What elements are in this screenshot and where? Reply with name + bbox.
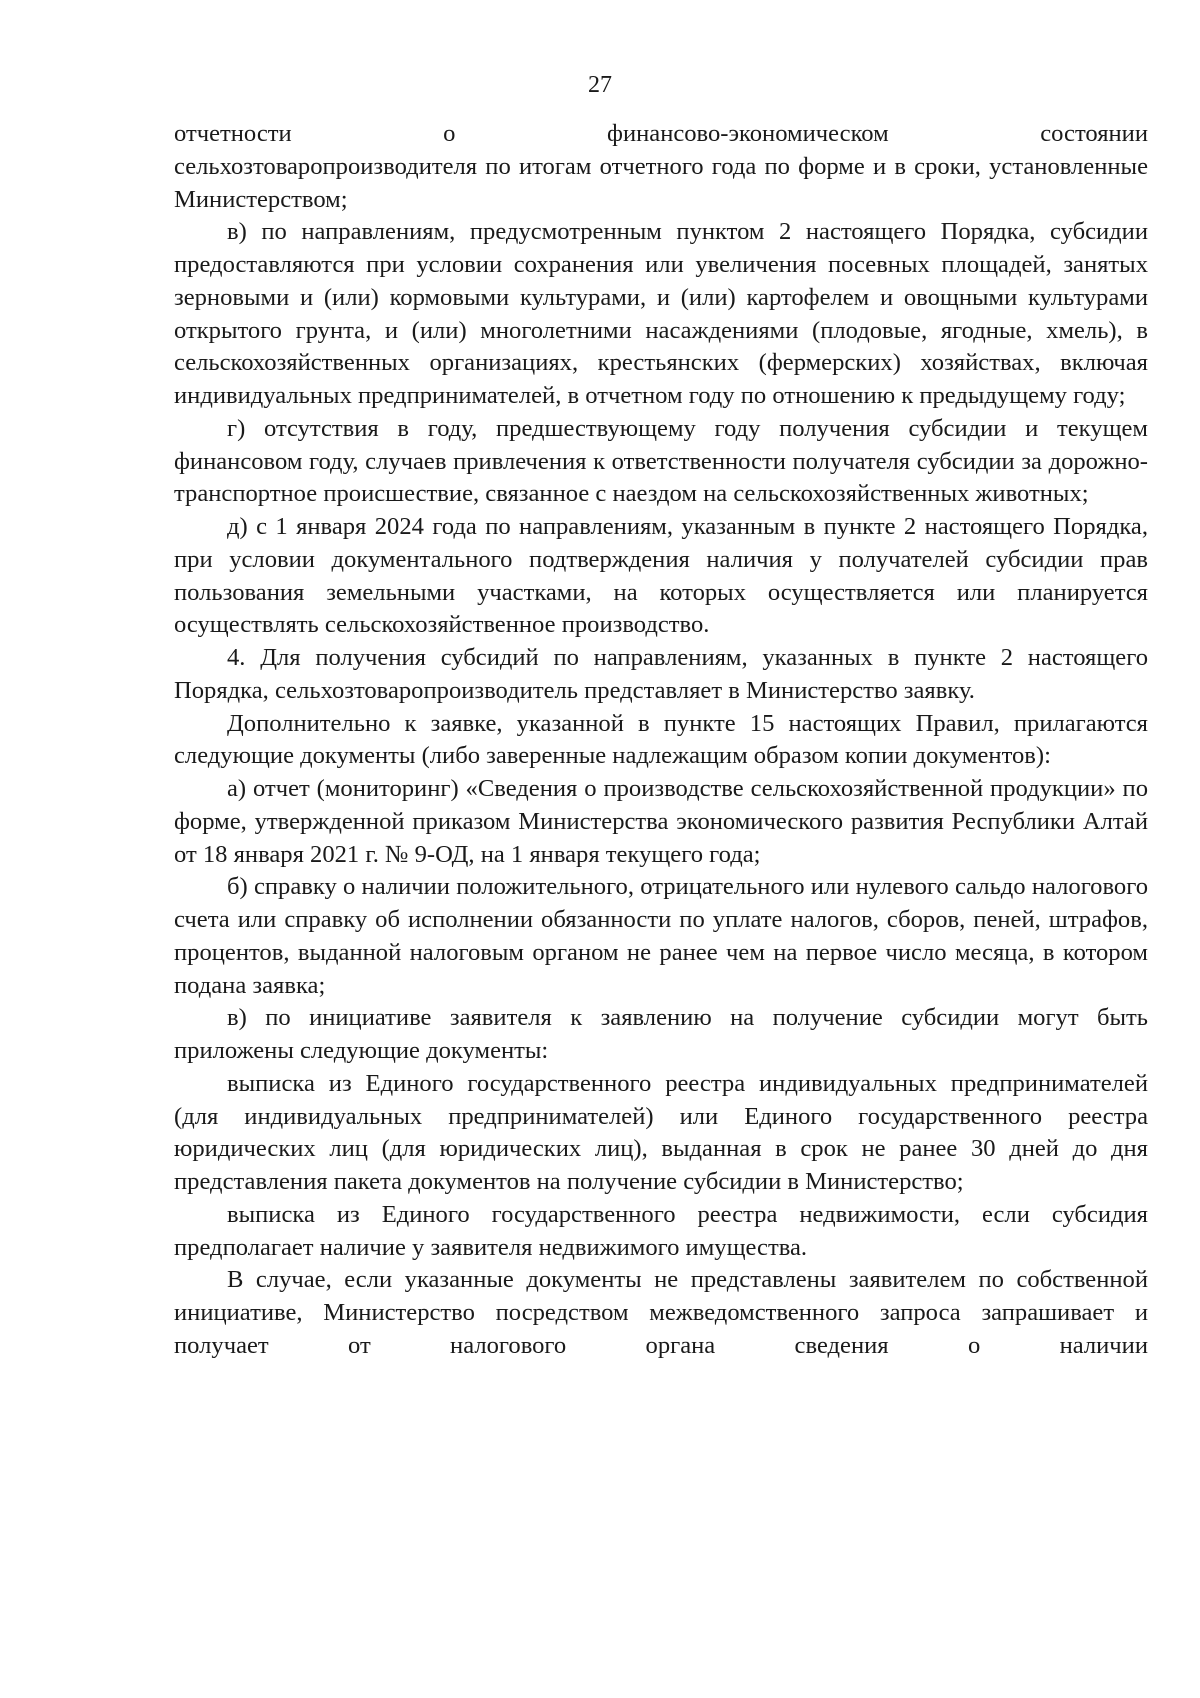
paragraph-section-4: 4. Для получения субсидий по направлениям, указанных в пункте 2 настоящего Порядка, сельхозтоваропроизводитель представляет в Министерство заявку. xyxy=(174,644,1148,704)
paragraph-extract-egrn: выписка из Единого государственного реестра недвижимости, если субсидия предполагает наличие у заявителя недвижимого имущества. xyxy=(174,1200,1148,1261)
paragraph-item-v: в) по направлениям, предусмотренным пунктом 2 настоящего Порядка, субсидии предоставляются при условии сохранения или увеличения посевных площадей, занятых зерновыми и (или) кормовыми культурами, и (или) картофелем и овощными культурами открытого грунта, и (или) многолетними насаждениями (плодовые, ягодные, хмель), в сельскохозяйственных организациях, крестьянских (фермерских) хозяйствах, включая индивидуальных предпринимателей, в отчетном году по отношению к предыдущему году; xyxy=(174,218,1148,409)
paragraph-item-g: г) отсутствия в году, предшествующему году получения субсидии и текущем финансовом году, случаев привлечения к ответственности получателя субсидии за дорожно-транспортное происшествие, связанное с наездом на сельскохозяйственных животных; xyxy=(174,414,1148,508)
paragraph-additional-docs: Дополнительно к заявке, указанной в пункте 15 настоящих Правил, прилагаются следующие документы (либо заверенные надлежащим образом копии документов): xyxy=(174,709,1148,770)
paragraph-doc-v: в) по инициативе заявителя к заявлению на получение субсидии могут быть приложены следующие документы: xyxy=(174,1004,1148,1064)
paragraph-extract-egrip: выписка из Единого государственного реестра индивидуальных предпринимателей (для индивидуальных предпринимателей) или Единого государственного реестра юридических лиц (для юридических лиц), выданная в срок не ранее 30 дней до дня представления пакета документов на получение субсидии в Министерство; xyxy=(174,1069,1148,1195)
document-body xyxy=(174,118,1148,1363)
paragraph-item-d: д) с 1 января 2024 года по направлениям, указанным в пункте 2 настоящего Порядка, при условии документального подтверждения наличия у получателей субсидии прав пользования земельными участками, на которых осуществляется или планируется осуществлять сельскохозяйственное производство. xyxy=(174,513,1148,639)
paragraph-doc-b: б) справку о наличии положительного, отрицательного или нулевого сальдо налогового счета или справку об исполнении обязанности по уплате налогов, сборов, пеней, штрафов, процентов, выданной налоговым органом не ранее чем на первое число месяца, в котором подана заявка; xyxy=(174,873,1148,999)
paragraph-continuation-line: отчетности о финансово-экономическом состоянии xyxy=(174,120,1148,147)
paragraph-continuation-rest: сельхозтоваропроизводителя по итогам отчетного года по форме и в сроки, установленные Министерством; xyxy=(174,152,1148,213)
page-number: 27 xyxy=(588,72,612,98)
paragraph-doc-a: а) отчет (мониторинг) «Сведения о производстве сельскохозяйственной продукции» по форме, утвержденной приказом Министерства экономического развития Республики Алтай от 18 января 2021 г. № 9-ОД, на 1 января текущего года; xyxy=(174,775,1148,868)
paragraph-if-not-provided: В случае, если указанные документы не представлены заявителем по собственной инициативе, Министерство посредством межведомственного запроса запрашивает и получает от налогового органа сведения о наличии xyxy=(174,1266,1148,1359)
